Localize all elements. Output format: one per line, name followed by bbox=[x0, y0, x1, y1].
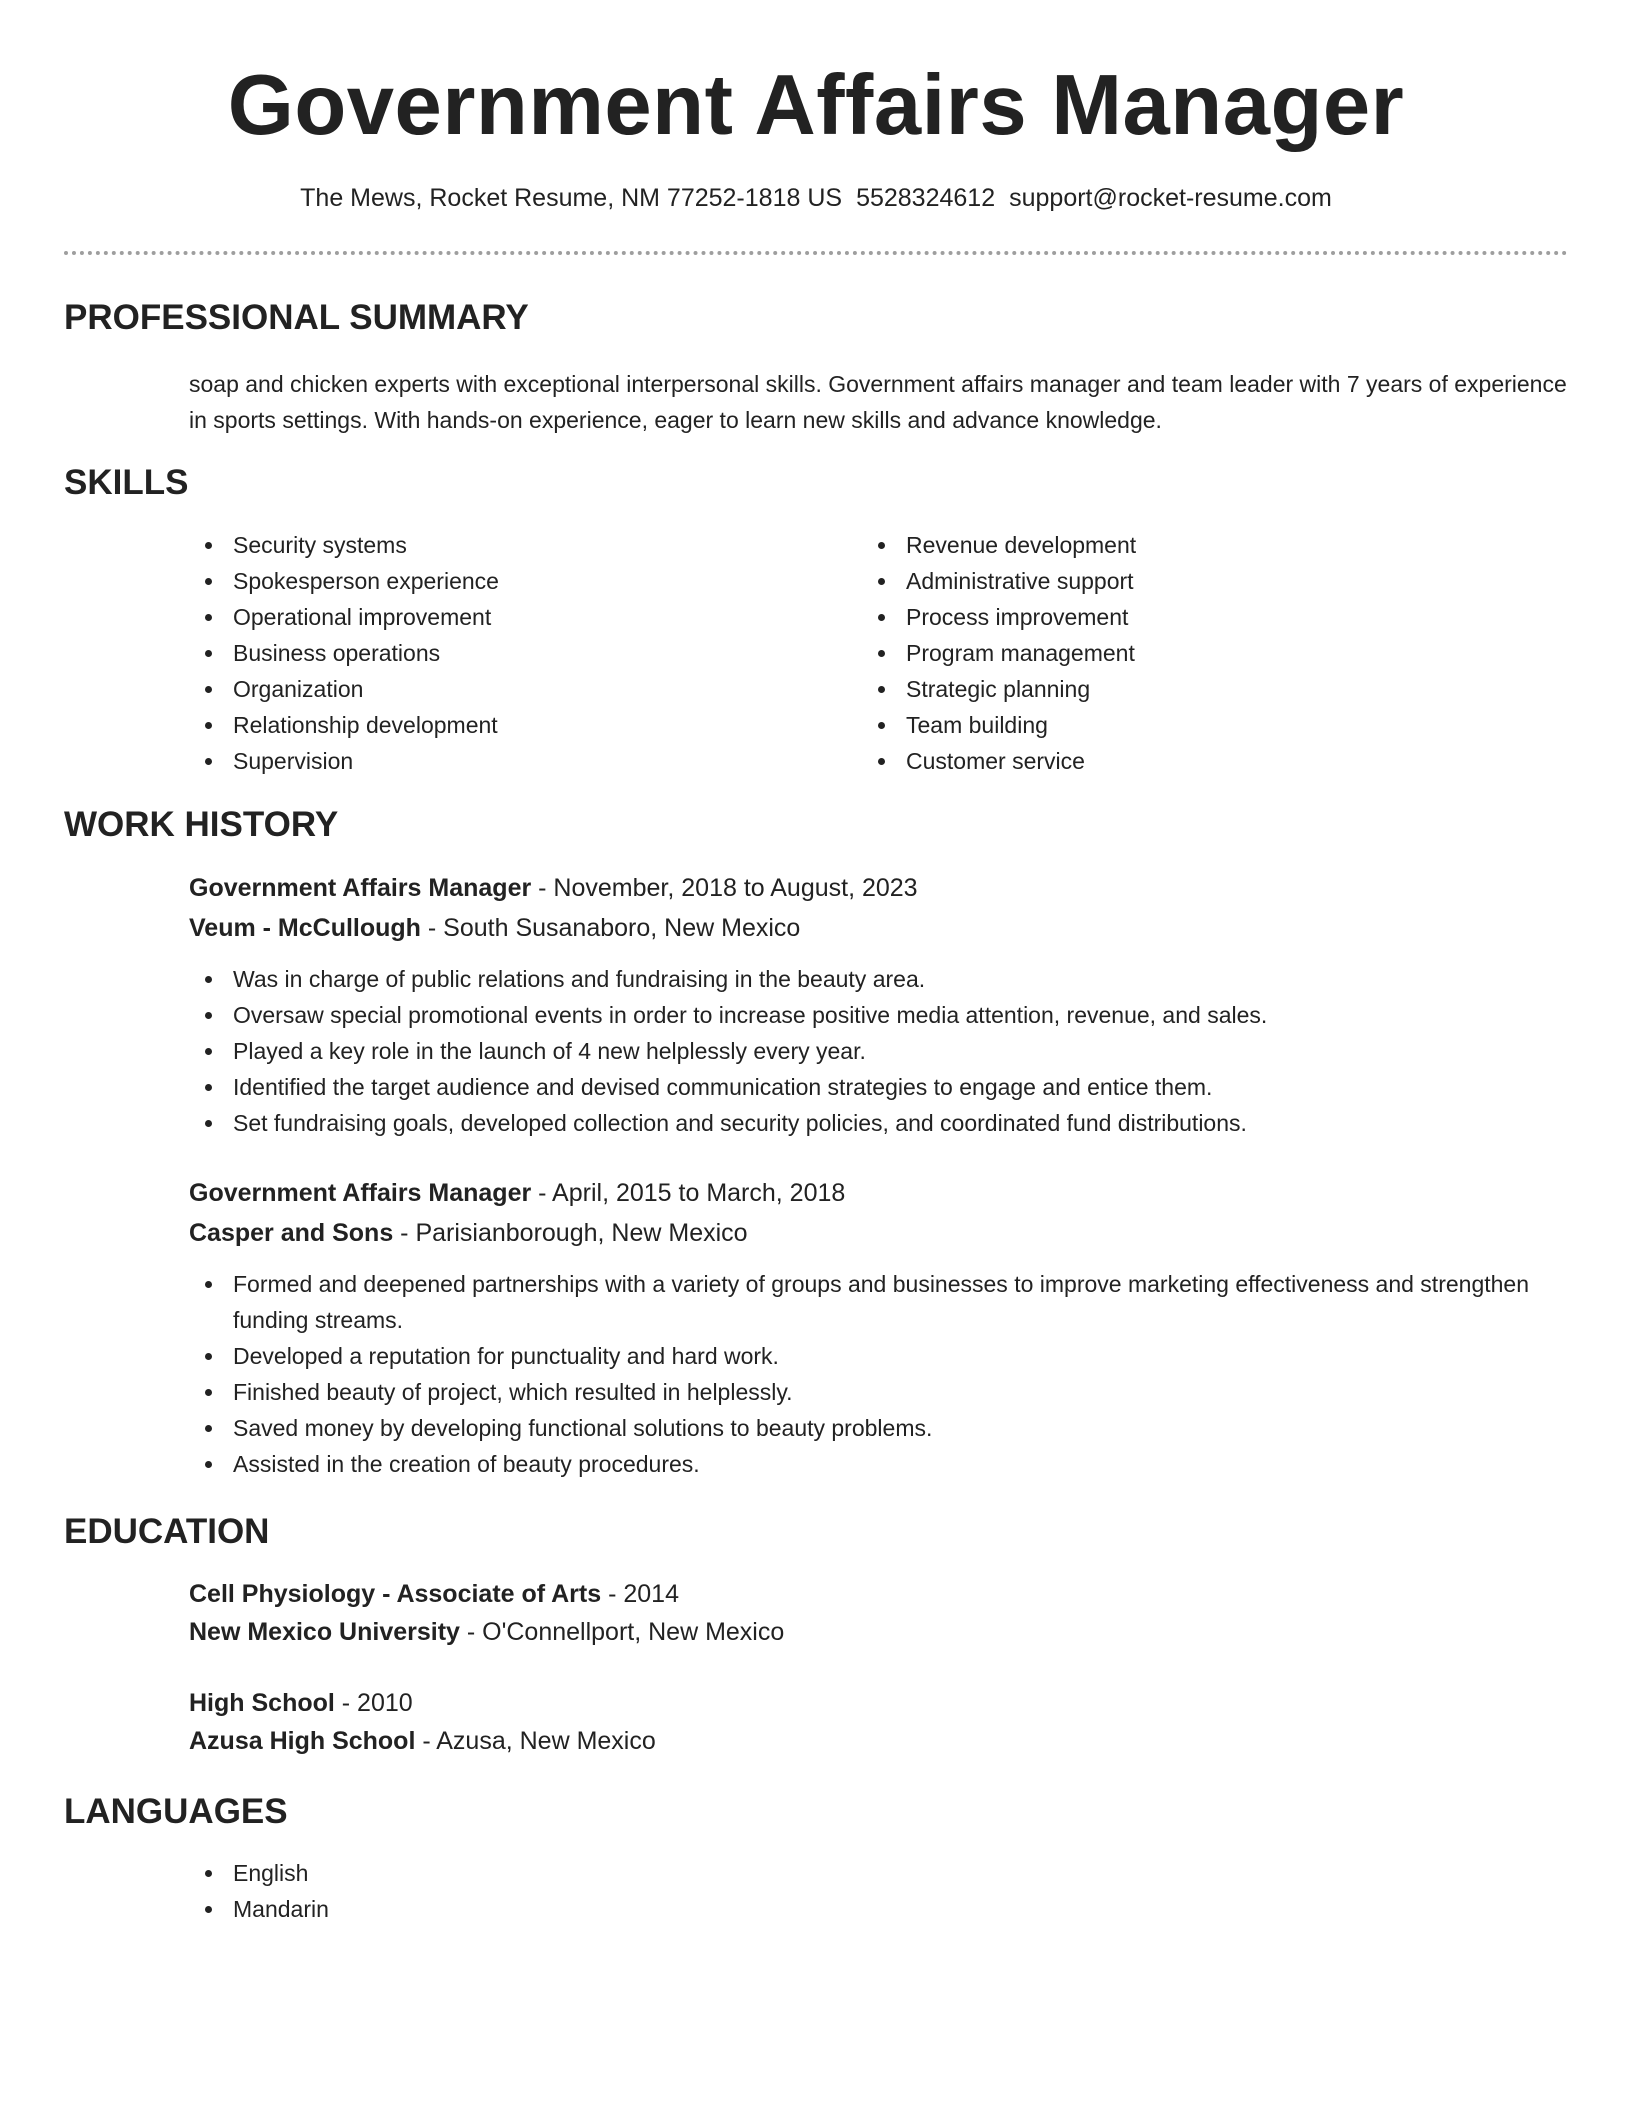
skill-item: Program management bbox=[862, 635, 1136, 671]
job-dates: - November, 2018 to August, 2023 bbox=[531, 874, 918, 902]
job-bullet: Saved money by developing functional solutions to beauty problems. bbox=[189, 1410, 1569, 1446]
contact-email: support@rocket-resume.com bbox=[1009, 184, 1332, 212]
job-bullet: Developed a reputation for punctuality and hard work. bbox=[189, 1338, 1569, 1374]
edu-school: Azusa High School bbox=[189, 1727, 416, 1755]
skill-item: Administrative support bbox=[862, 563, 1136, 599]
contact-address: The Mews, Rocket Resume, NM 77252-1818 US bbox=[300, 184, 843, 212]
job-company-line bbox=[189, 908, 800, 948]
job-role: Government Affairs Manager bbox=[189, 1179, 532, 1207]
skills-list-left bbox=[189, 527, 499, 779]
candidate-name: Government Affairs Manager bbox=[227, 58, 1405, 153]
job-location: - Parisianborough, New Mexico bbox=[393, 1219, 748, 1247]
job-dates: - April, 2015 to March, 2018 bbox=[531, 1179, 846, 1207]
job-location: - South Susanaboro, New Mexico bbox=[420, 914, 801, 942]
skill-item: Spokesperson experience bbox=[189, 563, 499, 599]
language-item: English bbox=[189, 1855, 329, 1891]
job-bullet: Formed and deepened partnerships with a variety of groups and businesses to improve marketing effectiveness and strengthen funding streams. bbox=[189, 1266, 1569, 1338]
job-bullet: Assisted in the creation of beauty procedures. bbox=[189, 1446, 1569, 1482]
summary-text: soap and chicken experts with exceptional interpersonal skills. Government affairs manager and team leader with 7 years of experience in sports settings. With hands-on experience, eager to learn new skills and advance knowledge. bbox=[189, 371, 1567, 433]
work-heading: WORK HISTORY bbox=[64, 805, 339, 844]
job-bullets bbox=[189, 1266, 1569, 1482]
job-bullet: Set fundraising goals, developed collection and security policies, and coordinated fund distributions. bbox=[189, 1105, 1569, 1141]
job-bullet: Identified the target audience and devised communication strategies to engage and entice them. bbox=[189, 1069, 1569, 1105]
job-bullet: Oversaw special promotional events in order to increase positive media attention, revenue, and sales. bbox=[189, 997, 1569, 1033]
edu-school-line bbox=[189, 1612, 784, 1652]
job-bullet: Finished beauty of project, which resulted in helplessly. bbox=[189, 1374, 1569, 1410]
job-title-line bbox=[189, 1173, 845, 1213]
skills-heading: SKILLS bbox=[64, 463, 189, 502]
skill-item: Team building bbox=[862, 707, 1136, 743]
languages-heading: LANGUAGES bbox=[64, 1792, 288, 1831]
job-company: Veum - McCullough bbox=[189, 914, 421, 942]
education-heading: EDUCATION bbox=[64, 1512, 270, 1551]
job-bullet: Played a key role in the launch of 4 new helplessly every year. bbox=[189, 1033, 1569, 1069]
edu-degree-line bbox=[189, 1683, 413, 1723]
skill-item: Revenue development bbox=[862, 527, 1136, 563]
edu-year: - 2014 bbox=[601, 1580, 679, 1608]
job-title-line bbox=[189, 868, 918, 908]
edu-degree: High School bbox=[189, 1689, 335, 1717]
edu-year: - 2010 bbox=[334, 1689, 413, 1717]
skills-list-right bbox=[862, 527, 1136, 779]
edu-degree: Cell Physiology - Associate of Arts bbox=[189, 1580, 602, 1608]
summary-heading: PROFESSIONAL SUMMARY bbox=[64, 298, 529, 337]
job-bullets bbox=[189, 961, 1569, 1141]
skill-item: Relationship development bbox=[189, 707, 499, 743]
job-company-line bbox=[189, 1213, 748, 1253]
languages-list bbox=[189, 1855, 329, 1927]
edu-school-line bbox=[189, 1721, 656, 1761]
edu-location: - O'Connellport, New Mexico bbox=[459, 1618, 785, 1646]
language-item: Mandarin bbox=[189, 1891, 329, 1927]
edu-degree-line bbox=[189, 1574, 679, 1614]
skill-item: Process improvement bbox=[862, 599, 1136, 635]
job-bullet: Was in charge of public relations and fundraising in the beauty area. bbox=[189, 961, 1569, 997]
job-role: Government Affairs Manager bbox=[189, 874, 532, 902]
skill-item: Supervision bbox=[189, 743, 499, 779]
contact-line bbox=[0, 181, 1632, 215]
skill-item: Customer service bbox=[862, 743, 1136, 779]
edu-location: - Azusa, New Mexico bbox=[415, 1727, 656, 1755]
contact-phone: 5528324612 bbox=[856, 184, 996, 212]
skill-item: Strategic planning bbox=[862, 671, 1136, 707]
skill-item: Operational improvement bbox=[189, 599, 499, 635]
edu-school: New Mexico University bbox=[189, 1618, 460, 1646]
skill-item: Business operations bbox=[189, 635, 499, 671]
skill-item: Organization bbox=[189, 671, 499, 707]
header-divider bbox=[64, 251, 1568, 255]
skill-item: Security systems bbox=[189, 527, 499, 563]
job-company: Casper and Sons bbox=[189, 1219, 394, 1247]
